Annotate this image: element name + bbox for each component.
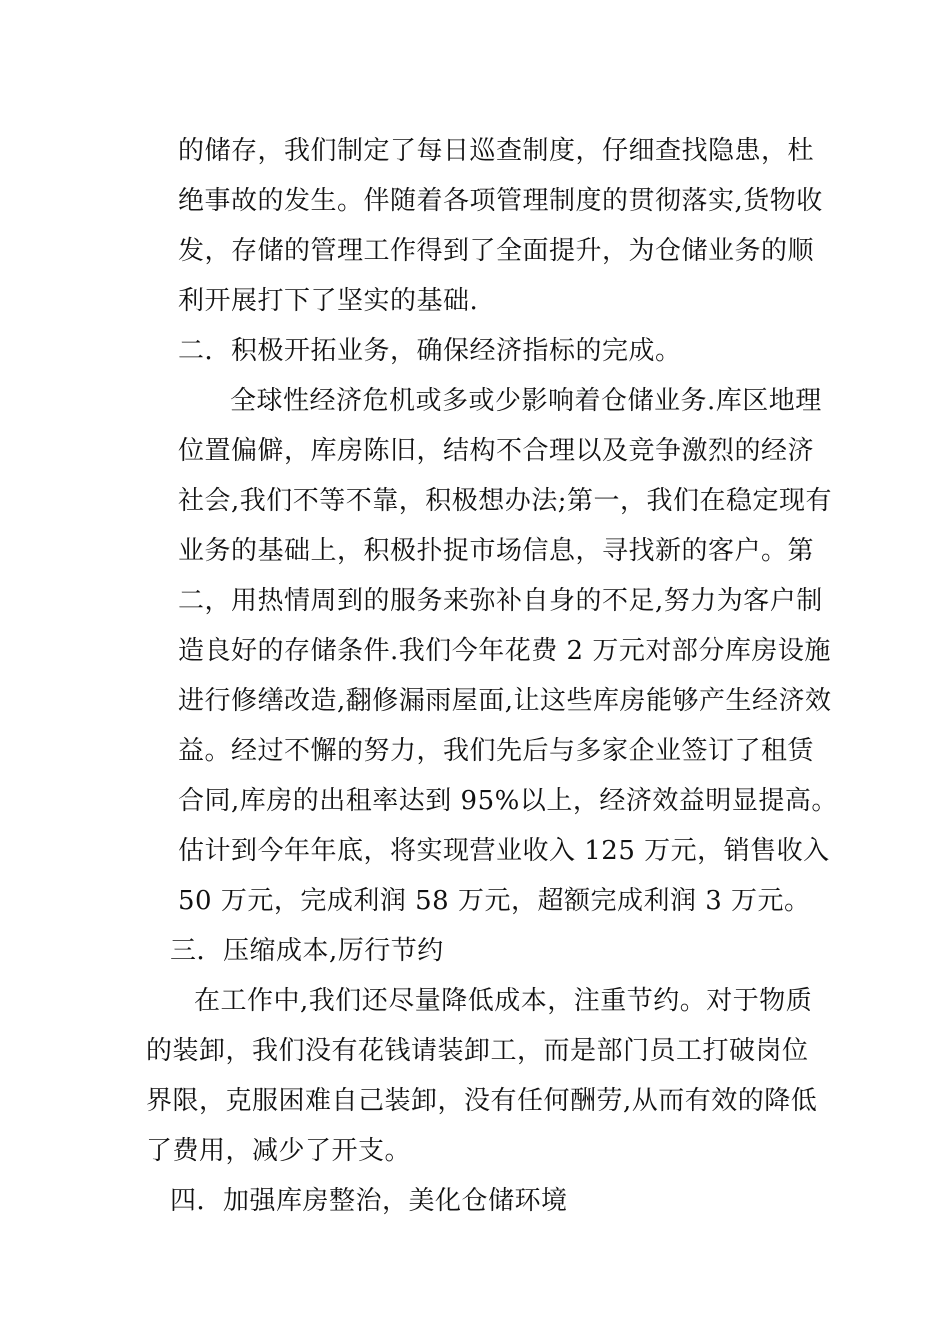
body-line: 进行修缮改造,翻修漏雨屋面,让这些库房能够产生经济效 [178,686,832,716]
body-line: 在工作中,我们还尽量降低成本，注重节约。对于物质 [194,986,813,1016]
body-line: 合同,库房的出租率达到 95%以上，经济效益明显提高。 [178,786,838,816]
body-line: 的装卸，我们没有花钱请装卸工，而是部门员工打破岗位 [146,1036,809,1066]
body-line: 益。经过不懈的努力，我们先后与多家企业签订了租赁 [178,736,815,766]
body-line: 界限，克服困难自己装卸，没有任何酬劳,从而有效的降低 [146,1086,818,1116]
body-line: 利开展打下了坚实的基础. [178,286,479,316]
body-line: 社会,我们不等不靠，积极想办法;第一，我们在稳定现有 [178,486,833,516]
section-heading: 二．积极开拓业务，确保经济指标的完成。 [178,336,682,366]
body-line: 绝事故的发生。伴随着各项管理制度的贯彻落实,货物收 [178,186,823,216]
body-line: 业务的基础上，积极扑捉市场信息，寻找新的客户。第 [178,536,815,566]
body-line: 位置偏僻，库房陈旧，结构不合理以及竞争激烈的经济 [178,436,815,466]
section-heading: 四．加强库房整治，美化仓储环境 [170,1186,568,1216]
body-line: 造良好的存储条件.我们今年花费 2 万元对部分库房设施 [178,636,831,666]
body-line: 全球性经济危机或多或少影响着仓储业务.库区地理 [230,386,822,416]
body-line: 估计到今年年底，将实现营业收入 125 万元，销售收入 [178,836,830,866]
body-line: 二，用热情周到的服务来弥补自身的不足,努力为客户制 [178,586,823,616]
body-line: 发，存储的管理工作得到了全面提升，为仓储业务的顺 [178,236,815,266]
body-line: 的储存，我们制定了每日巡查制度，仔细查找隐患，杜 [178,136,815,166]
body-line: 50 万元，完成利润 58 万元，超额完成利润 3 万元。 [178,886,811,916]
section-heading: 三．压缩成本,厉行节约 [170,936,444,966]
body-line: 了费用，减少了开支。 [146,1136,412,1166]
